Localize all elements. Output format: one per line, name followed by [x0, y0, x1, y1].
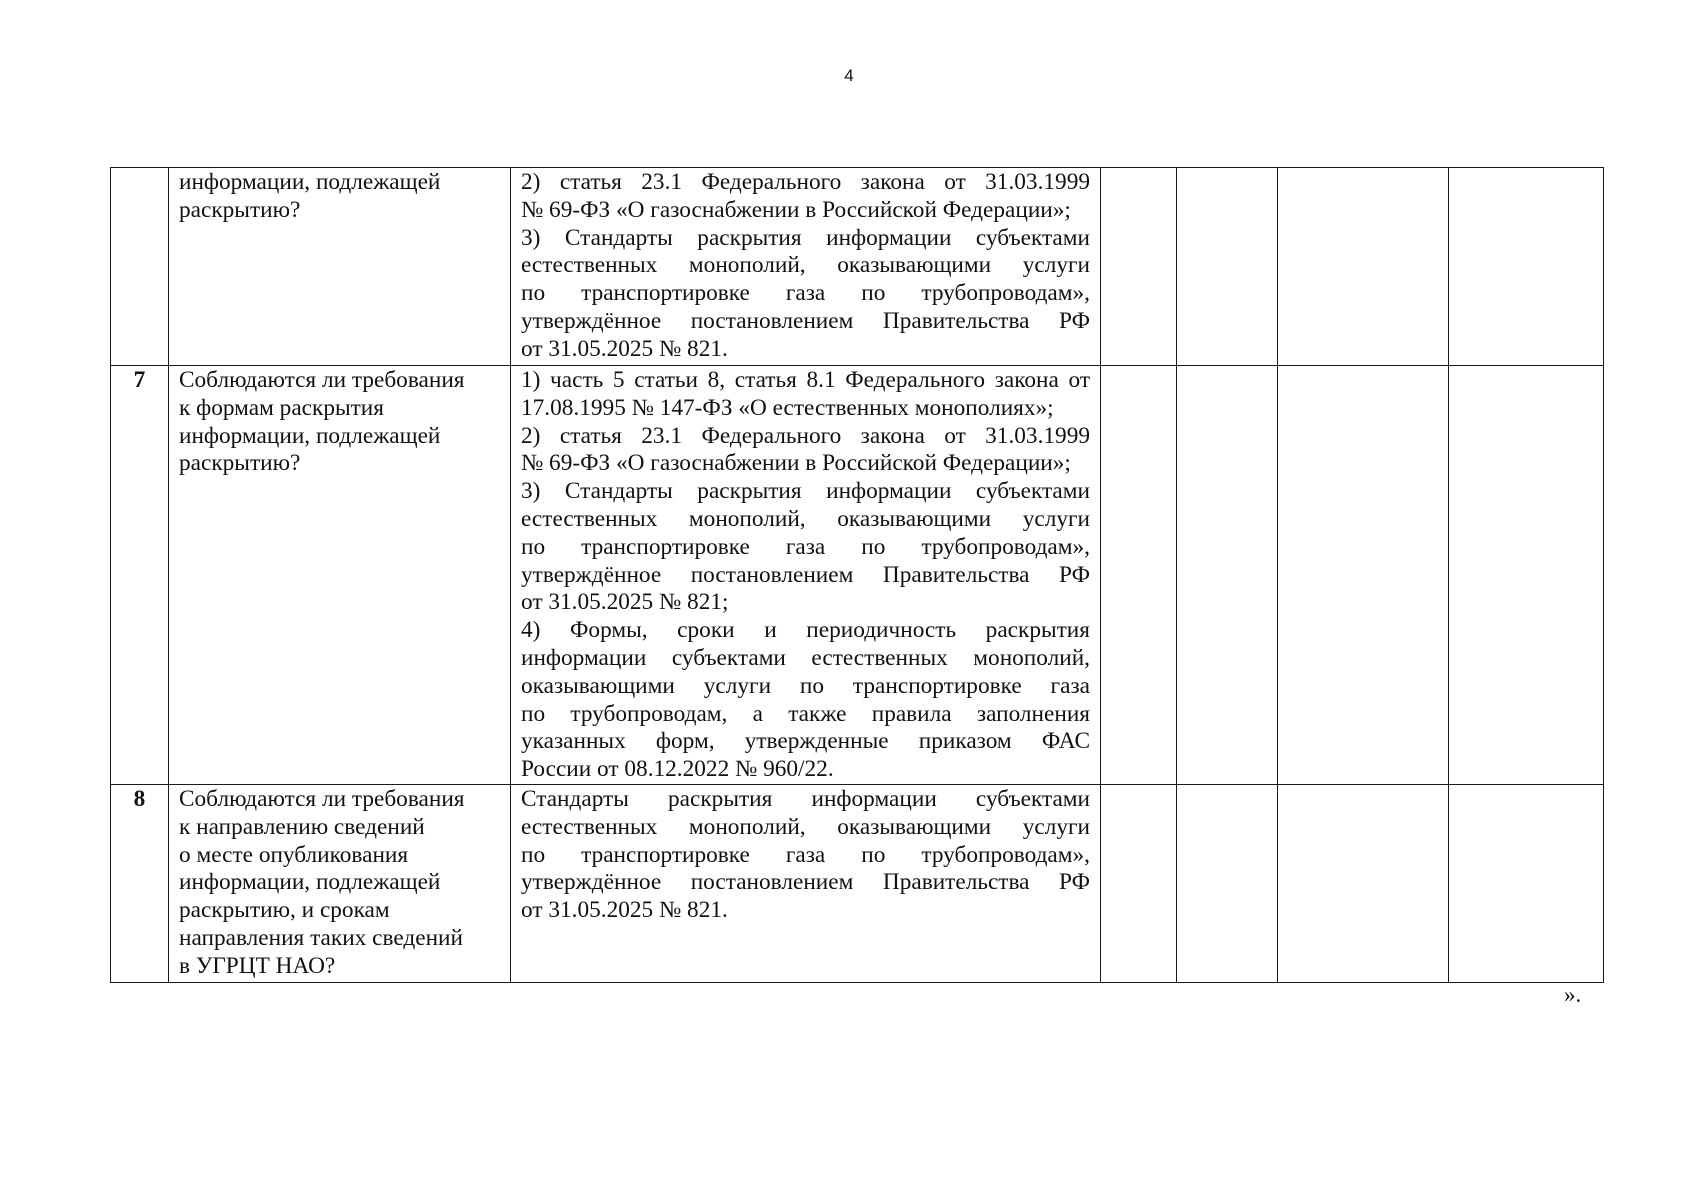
reference-line: 2) статья 23.1 Федерального закона от 31.03.1999: [521, 422, 1090, 449]
reference-line: № 69-ФЗ «О газоснабжении в Российской Федерации»;: [521, 450, 1071, 477]
question-cell: [169, 168, 511, 366]
empty-cell[interactable]: [1101, 784, 1177, 982]
reference-line: 3) Стандарты раскрытия информации субъектами: [521, 478, 1090, 505]
question-line: к формам раскрытия: [179, 394, 384, 421]
reference-line: естественных монополий, оказывающими услуги: [521, 252, 1090, 279]
reference-line: от 31.05.2025 № 821.: [521, 335, 728, 362]
empty-cell[interactable]: [1449, 168, 1604, 366]
checklist-table: [110, 167, 1604, 983]
reference-line: 17.08.1995 № 147-ФЗ «О естественных монополиях»;: [521, 394, 1054, 421]
reference-line: по транспортировке газа по трубопроводам»,: [521, 280, 1090, 307]
reference-line: указанных форм, утвержденные приказом ФАС: [521, 728, 1090, 755]
question-line: к направлению сведений: [179, 813, 425, 840]
reference-line: России от 08.12.2022 № 960/22.: [521, 756, 834, 783]
reference-line: № 69-ФЗ «О газоснабжении в Российской Федерации»;: [521, 196, 1071, 223]
question-line: в УГРЦТ НАО?: [179, 952, 336, 979]
empty-cell[interactable]: [1449, 784, 1604, 982]
question-cell: [169, 784, 511, 982]
empty-cell[interactable]: [1177, 784, 1278, 982]
table-body: [111, 168, 1604, 983]
reference-line: информации субъектами естественных монополий,: [521, 644, 1090, 671]
reference-line: по транспортировке газа по трубопроводам»,: [521, 533, 1090, 560]
empty-cell[interactable]: [1449, 366, 1604, 785]
reference-line: естественных монополий, оказывающими услуги: [521, 813, 1090, 840]
row-number: 8: [111, 784, 169, 982]
question-line: информации, подлежащей: [179, 422, 441, 449]
reference-line: естественных монополий, оказывающими услуги: [521, 505, 1090, 532]
table-row: [111, 784, 1604, 982]
question-line: направления таких сведений: [179, 924, 463, 951]
row-number: 7: [111, 366, 169, 785]
empty-cell[interactable]: [1278, 168, 1449, 366]
reference-line: утверждённое постановлением Правительства РФ: [521, 869, 1090, 896]
reference-line: 1) часть 5 статьи 8, статья 8.1 Федерального закона от: [521, 367, 1090, 393]
reference-line: по транспортировке газа по трубопроводам»,: [521, 841, 1090, 868]
empty-cell[interactable]: [1278, 784, 1449, 982]
reference-line: от 31.05.2025 № 821.: [521, 897, 728, 924]
empty-cell[interactable]: [1101, 168, 1177, 366]
reference-line: 3) Стандарты раскрытия информации субъектами: [521, 224, 1090, 251]
row-number: [111, 168, 169, 366]
reference-line: утверждённое постановлением Правительства РФ: [521, 561, 1090, 588]
question-line: Соблюдаются ли требования: [179, 785, 465, 812]
question-line: Соблюдаются ли требования: [179, 367, 465, 393]
reference-line: 4) Формы, сроки и периодичность раскрытия: [521, 617, 1090, 644]
table-row: [111, 366, 1604, 785]
reference-line: по трубопроводам, а также правила заполнения: [521, 700, 1090, 727]
reference-line: Стандарты раскрытия информации субъектами: [521, 785, 1090, 812]
question-line: информации, подлежащей: [179, 169, 441, 195]
empty-cell[interactable]: [1101, 366, 1177, 785]
reference-line: от 31.05.2025 № 821;: [521, 589, 729, 616]
question-line: информации, подлежащей: [179, 869, 441, 896]
legal-reference-cell: [511, 784, 1101, 982]
empty-cell[interactable]: [1278, 366, 1449, 785]
question-line: о месте опубликования: [179, 841, 409, 868]
reference-line: оказывающими услуги по транспортировке газа: [521, 672, 1090, 699]
question-line: раскрытию?: [179, 196, 301, 223]
question-line: раскрытию?: [179, 450, 301, 477]
empty-cell[interactable]: [1177, 366, 1278, 785]
empty-cell[interactable]: [1177, 168, 1278, 366]
closing-quote: ».: [1564, 982, 1582, 1007]
legal-reference-cell: [511, 168, 1101, 366]
reference-line: 2) статья 23.1 Федерального закона от 31.03.1999: [521, 169, 1090, 195]
legal-reference-cell: [511, 366, 1101, 785]
page-number: 4: [844, 66, 854, 85]
question-line: раскрытию, и срокам: [179, 897, 390, 924]
reference-line: утверждённое постановлением Правительства РФ: [521, 307, 1090, 334]
table-row: [111, 168, 1604, 366]
question-cell: [169, 366, 511, 785]
